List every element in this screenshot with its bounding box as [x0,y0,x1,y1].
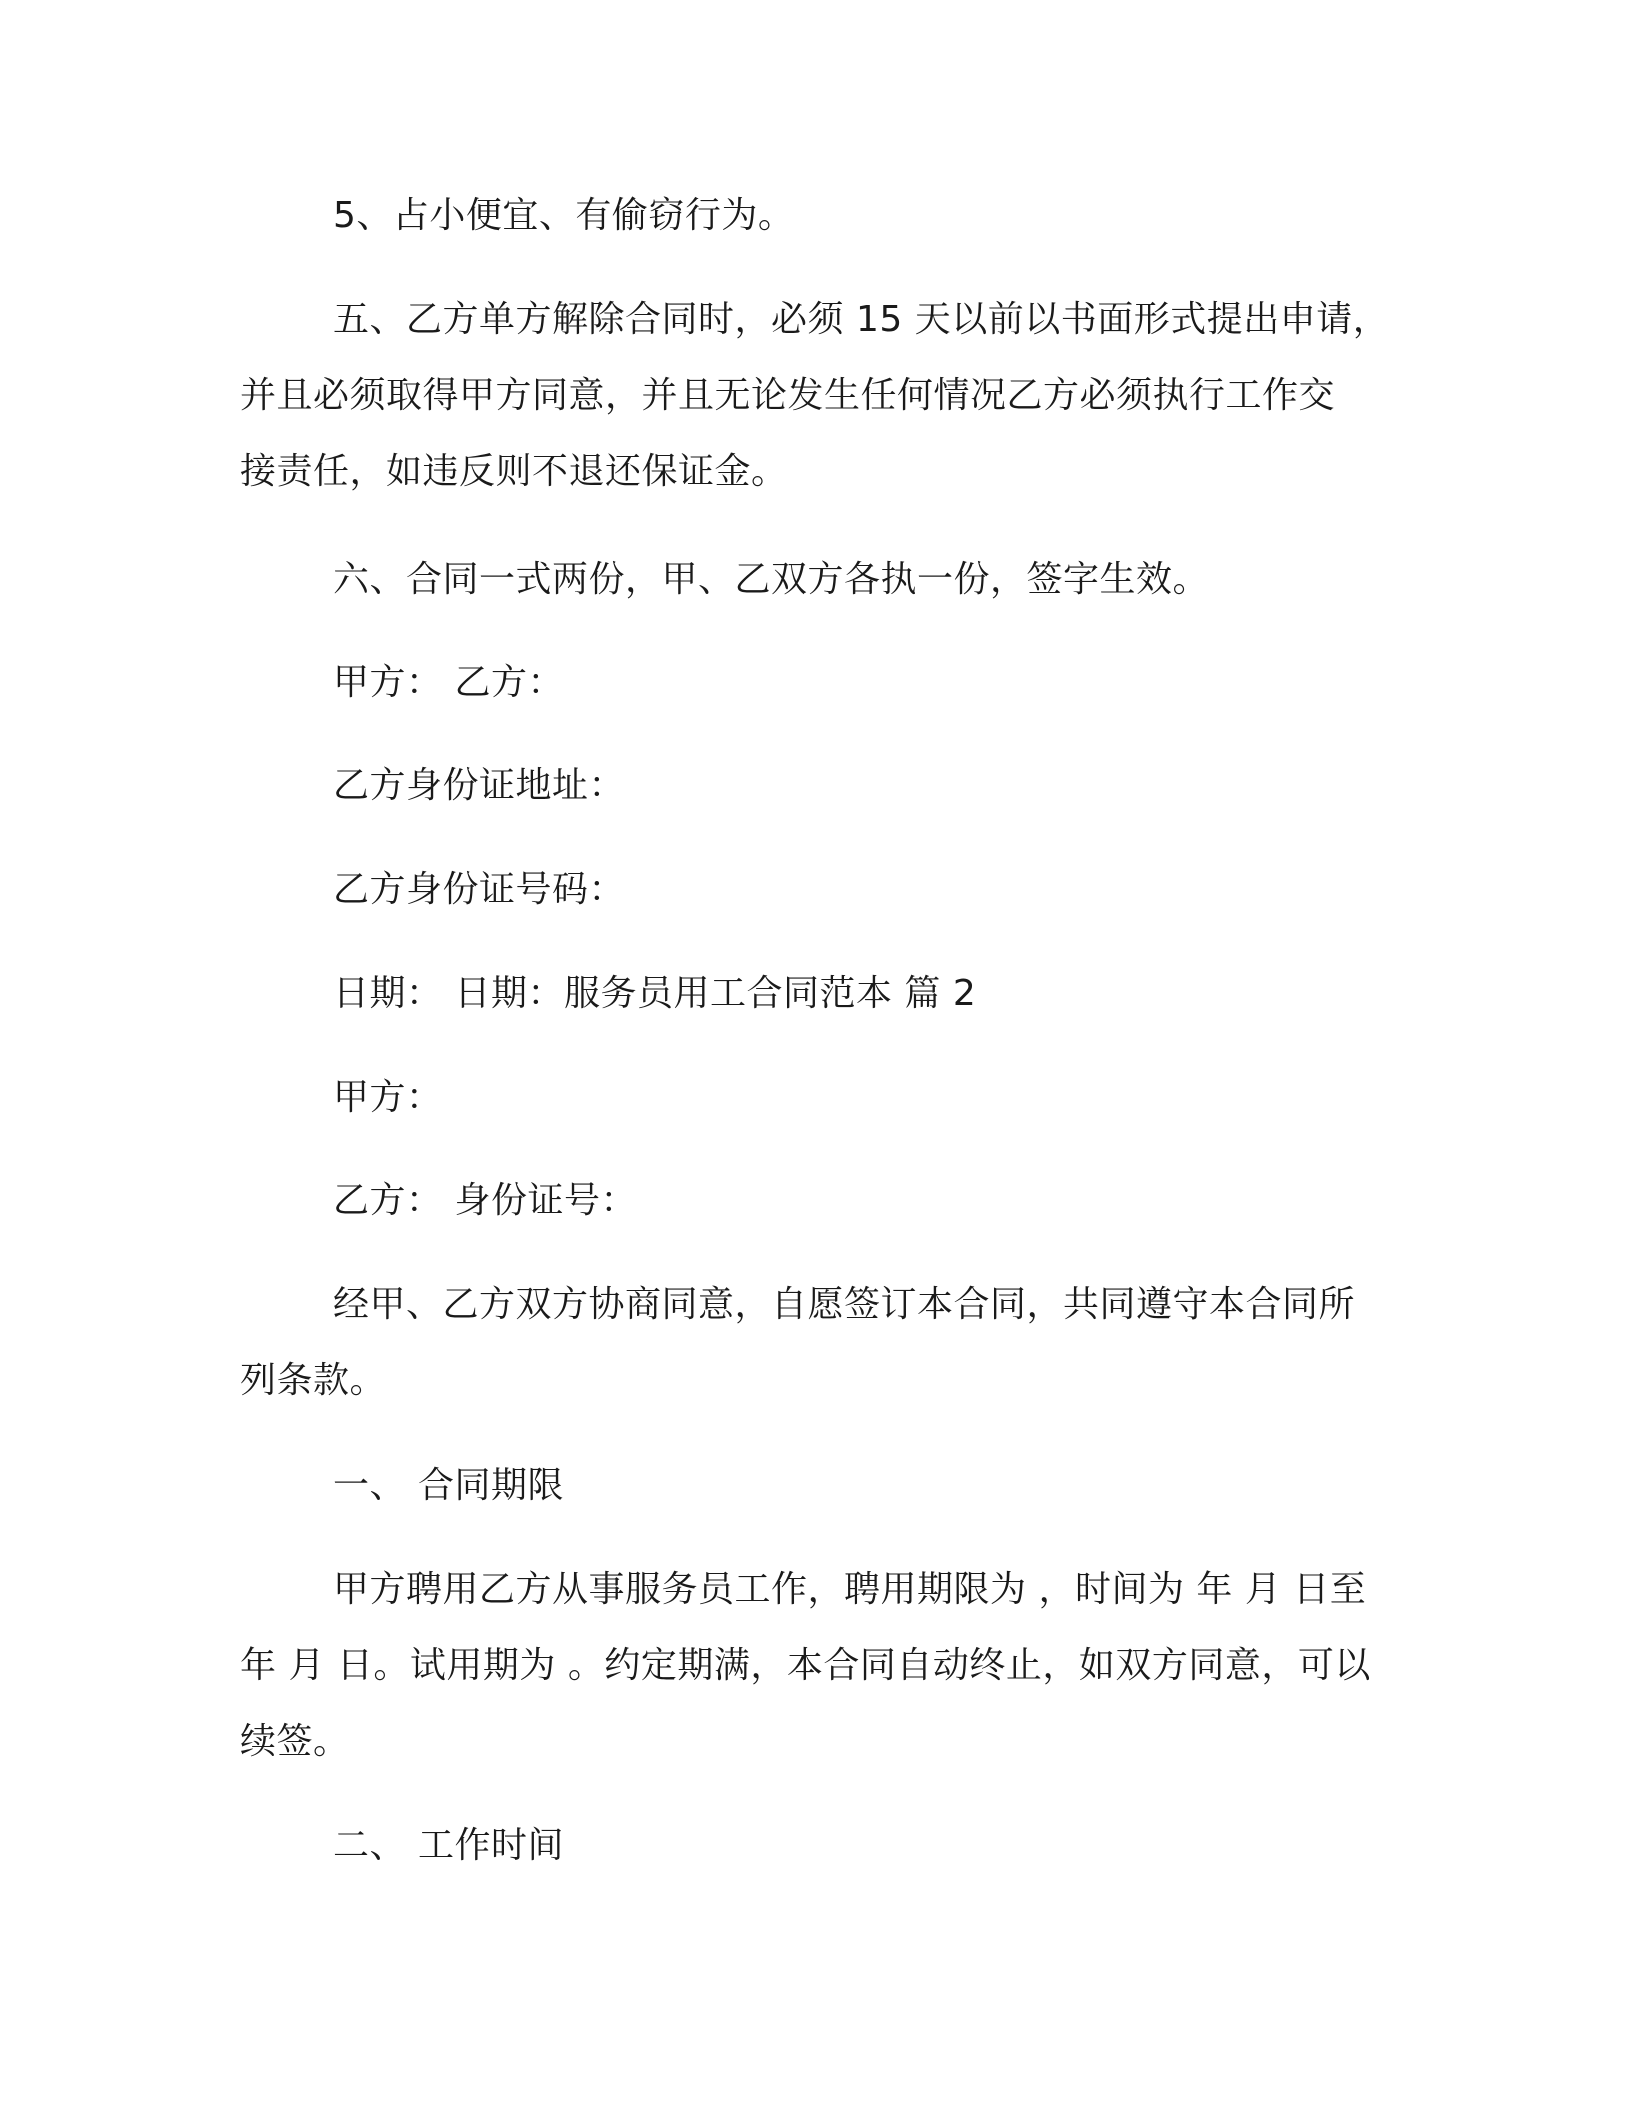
section-heading: 一、 合同期限 [333,1465,564,1506]
term-line: 年 月 日。试用期为 。约定期满，本合同自动终止，如双方同意，可以 [240,1645,1371,1686]
term-line: 续签。 [240,1721,350,1762]
id-address-line: 乙方身份证地址： [333,765,626,806]
date-title-line: 日期： 日期：服务员用工合同范本 篇 2 [333,973,977,1014]
clause-line: 5、占小便宜、有偷窃行为。 [333,195,795,236]
signature-line: 甲方： 乙方： [333,662,564,703]
clause-line: 接责任，如违反则不退还保证金。 [240,451,788,492]
party-a-line: 甲方： [333,1077,443,1118]
clause-line: 并且必须取得甲方同意，并且无论发生任何情况乙方必须执行工作交 [240,375,1336,416]
preamble-line: 经甲、乙方双方协商同意，自愿签订本合同，共同遵守本合同所 [333,1284,1356,1325]
id-number-line: 乙方身份证号码： [333,869,626,910]
party-b-line: 乙方： 身份证号： [333,1180,637,1221]
clause-line: 五、乙方单方解除合同时，必须 15 天以前以书面形式提出申请， [333,299,1390,340]
term-line: 甲方聘用乙方从事服务员工作，聘用期限为 ，时间为 年 月 日至 [333,1569,1367,1610]
section-heading: 二、 工作时间 [333,1825,564,1866]
clause-line: 六、合同一式两份，甲、乙双方各执一份，签字生效。 [333,559,1210,600]
preamble-line: 列条款。 [240,1360,387,1401]
